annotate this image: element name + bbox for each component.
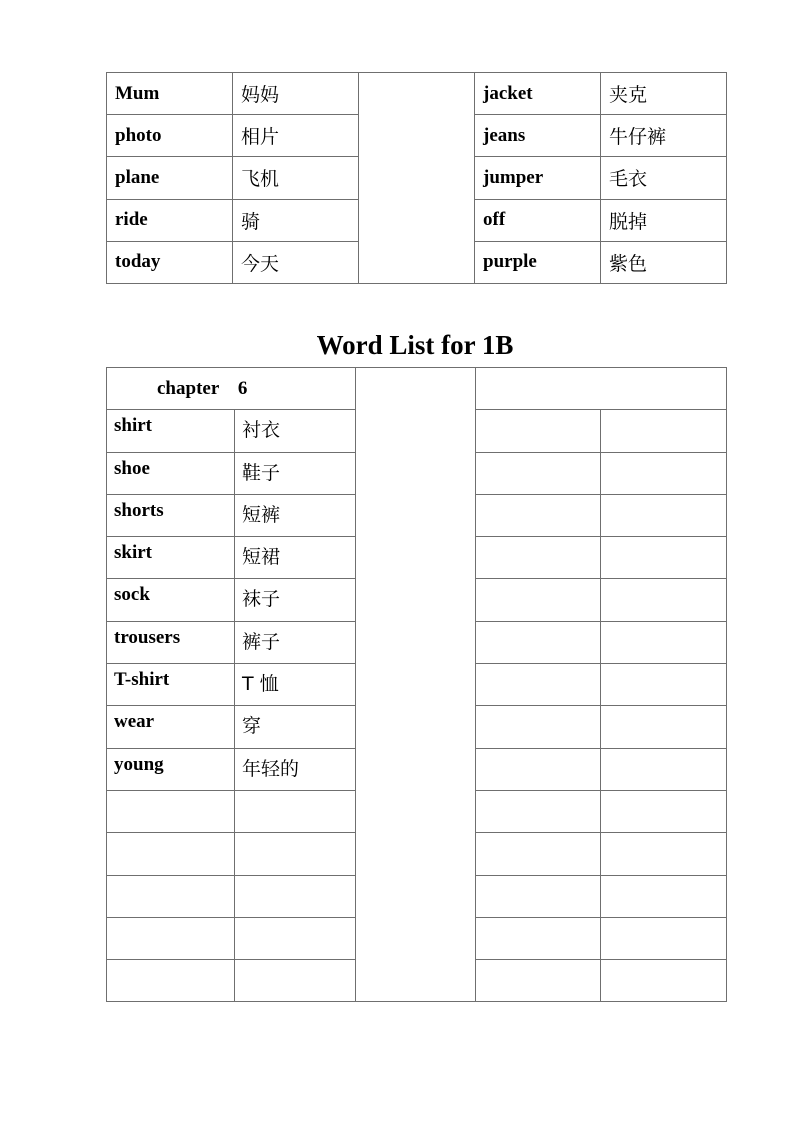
english-word <box>107 960 235 1002</box>
english-word <box>107 833 235 875</box>
blank-cell <box>476 410 601 452</box>
blank-cell <box>476 706 601 748</box>
chinese-meaning: 牛仔裤 <box>601 115 727 157</box>
english-word <box>107 790 235 832</box>
english-word: photo <box>107 115 233 157</box>
english-word <box>107 917 235 959</box>
chinese-meaning: 夹克 <box>601 73 727 115</box>
blank-cell <box>476 833 601 875</box>
english-word: purple <box>475 241 601 283</box>
chinese-meaning: 飞机 <box>233 157 359 199</box>
chinese-meaning: 相片 <box>233 115 359 157</box>
chinese-meaning: 骑 <box>233 199 359 241</box>
blank-column <box>356 368 476 1002</box>
english-word: shorts <box>107 494 235 536</box>
english-word: shirt <box>107 410 235 452</box>
blank-cell <box>476 875 601 917</box>
blank-header-cell <box>476 368 727 410</box>
chinese-meaning: 穿 <box>235 706 356 748</box>
blank-cell <box>601 664 727 706</box>
blank-cell <box>601 579 727 621</box>
english-word: skirt <box>107 537 235 579</box>
chinese-meaning: 毛衣 <box>601 157 727 199</box>
english-word: trousers <box>107 621 235 663</box>
english-word: Mum <box>107 73 233 115</box>
blank-cell <box>476 452 601 494</box>
blank-cell <box>601 748 727 790</box>
english-word: jacket <box>475 73 601 115</box>
blank-cell <box>601 790 727 832</box>
english-word: jumper <box>475 157 601 199</box>
blank-cell <box>601 917 727 959</box>
english-word: plane <box>107 157 233 199</box>
blank-cell <box>601 875 727 917</box>
blank-cell <box>476 494 601 536</box>
blank-column <box>359 73 475 284</box>
chinese-meaning: 妈妈 <box>233 73 359 115</box>
english-word: young <box>107 748 235 790</box>
vocab-table-top <box>106 72 727 284</box>
chinese-meaning: 袜子 <box>235 579 356 621</box>
english-word: T-shirt <box>107 664 235 706</box>
chinese-meaning: 短裙 <box>235 537 356 579</box>
chinese-meaning <box>235 960 356 1002</box>
chinese-meaning: T 恤 <box>235 664 356 706</box>
chinese-meaning: 今天 <box>233 241 359 283</box>
table-row <box>107 73 727 115</box>
blank-cell <box>476 917 601 959</box>
chinese-meaning: 鞋子 <box>235 452 356 494</box>
blank-cell <box>601 494 727 536</box>
english-word: sock <box>107 579 235 621</box>
blank-cell <box>476 790 601 832</box>
english-word: off <box>475 199 601 241</box>
chinese-meaning: 裤子 <box>235 621 356 663</box>
chinese-meaning: 脱掉 <box>601 199 727 241</box>
english-word: jeans <box>475 115 601 157</box>
blank-cell <box>476 579 601 621</box>
page-title: Word List for 1B <box>316 330 514 360</box>
chinese-meaning <box>235 875 356 917</box>
blank-cell <box>476 621 601 663</box>
blank-cell <box>601 960 727 1002</box>
blank-cell <box>476 537 601 579</box>
blank-cell <box>476 664 601 706</box>
blank-cell <box>601 706 727 748</box>
vocab-table-bottom <box>106 367 727 1002</box>
blank-cell <box>601 833 727 875</box>
table-header-row <box>107 368 727 410</box>
chinese-meaning: 衬衣 <box>235 410 356 452</box>
english-word: ride <box>107 199 233 241</box>
blank-cell <box>476 960 601 1002</box>
chapter-label: chapter 6 <box>107 368 356 410</box>
english-word: shoe <box>107 452 235 494</box>
english-word <box>107 875 235 917</box>
chinese-meaning <box>235 790 356 832</box>
blank-cell <box>476 748 601 790</box>
blank-cell <box>601 410 727 452</box>
chinese-meaning: 紫色 <box>601 241 727 283</box>
blank-cell <box>601 452 727 494</box>
blank-cell <box>601 621 727 663</box>
chinese-meaning: 年轻的 <box>235 748 356 790</box>
chinese-meaning <box>235 833 356 875</box>
chinese-meaning: 短裤 <box>235 494 356 536</box>
english-word: today <box>107 241 233 283</box>
chinese-meaning <box>235 917 356 959</box>
blank-cell <box>601 537 727 579</box>
english-word: wear <box>107 706 235 748</box>
